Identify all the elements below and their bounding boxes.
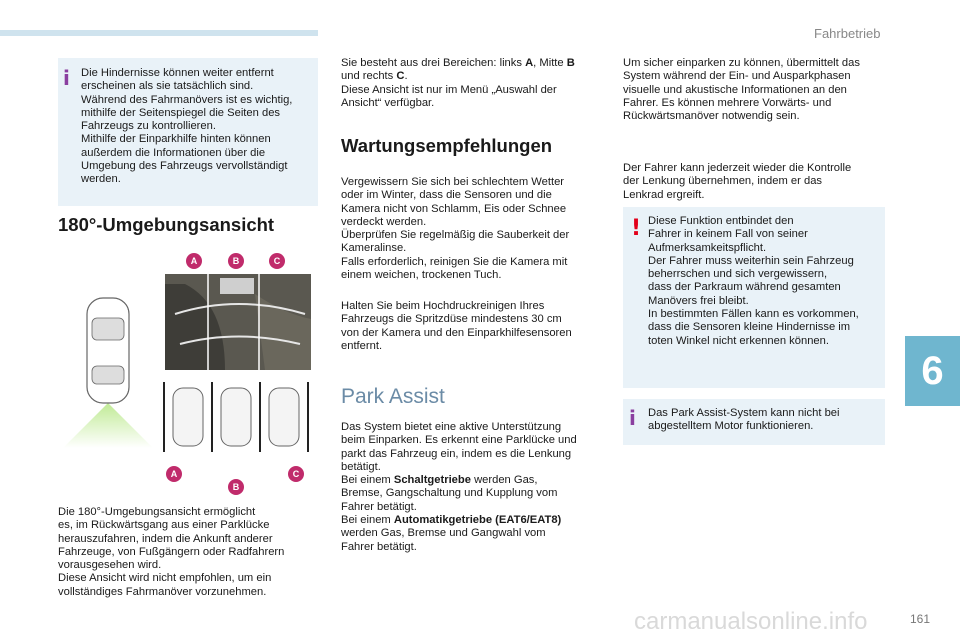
watermark: carmanualsonline.info: [634, 608, 868, 635]
info-icon: i: [63, 66, 70, 90]
chapter-tab: 6: [905, 336, 960, 406]
camera-view-graphic: [165, 274, 311, 370]
label-b-top: B: [228, 253, 244, 269]
label-a-bottom: A: [166, 466, 182, 482]
intro-part-2: , Mitte: [533, 57, 567, 69]
section-title: Fahrbetrieb: [814, 26, 881, 41]
header-bar: [0, 30, 318, 36]
label-b-bottom: B: [228, 479, 244, 495]
park-bold-1: Schaltgetriebe: [393, 474, 471, 487]
info-box: [58, 58, 318, 206]
warning-text: Diese Funktion entbindet den Fahrer in keinem Fall von seiner Aufmerksamkeitspflicht. Der Fahrer muss weiterhin sein Fahrzeug beherrschen und sich vergewissern, dass der Parkraum während gesamten Manövers frei bleibt. In bestimmten Fällen kann es vorkommen, dass die Sensoren kleine Hindernisse im toten Winkel nicht erkennen können.: [648, 215, 859, 347]
heading-180: 180°-Umgebungsansicht: [58, 214, 275, 235]
intro-rest: Diese Ansicht ist nur im Menü „Auswahl der Ansicht“ verfügbar.: [341, 83, 557, 109]
park-text-1: Das System bietet eine aktive Unterstützung beim Einparken. Es erkennt eine Parklücke und parkt das Fahrzeug ein, indem es die Lenkung betätigt. Bei einem: [341, 421, 577, 487]
text-180: Die 180°-Umgebungsansicht ermöglicht es, im Rückwärtsgang aus einer Parklücke herauszufahren, indem die Ankunft anderer Fahrzeuge, von Fußgängern oder Radfahrern vorausgesehen wird. Diese Ansicht wird nicht empfohlen, um ein vollständiges Fahrmanöver vorzunehmen.: [58, 506, 285, 598]
intro-part-4: .: [404, 70, 408, 83]
intro-c: C: [396, 70, 405, 83]
intro-a: A: [525, 57, 534, 69]
reversing-car-graphic: [58, 288, 158, 448]
parked-cars-graphic: [162, 382, 312, 452]
warning-box: [623, 207, 885, 388]
intro-text: [341, 57, 603, 110]
park-text-2: werden Gas, Bremse, Gangschaltung und Kupplung vom Fahrer betätigt. Bei einem: [341, 474, 558, 527]
intro-part-1: Sie besteht aus drei Bereichen: links: [341, 57, 526, 69]
page-number: 161: [910, 612, 931, 626]
info-icon-2: i: [629, 406, 636, 430]
camera-illustration: [58, 248, 320, 498]
label-c-bottom: C: [288, 466, 304, 482]
info-box-2: [623, 399, 885, 445]
wartung-text-1: Vergewissern Sie sich bei schlechtem Wetter oder im Winter, dass die Sensoren und die Kamera nicht von Schlamm, Eis oder Schnee verdeckt werden. Überprüfen Sie regelmäßig die Sauberkeit der Kameralinse. Falls erforderlich, reinigen Sie die Kamera mit einem weichen, trockenen Tuch.: [341, 176, 570, 282]
warning-icon: !: [631, 216, 642, 241]
col3-text-1: Um sicher einparken zu können, übermittelt das System während der Ein- und Ausparkphasen visuelle und akustische Informationen an den Fahrer. Es können mehrere Vorwärts- und Rückwärtsmanöver notwendig sein.: [623, 57, 860, 123]
intro-b: B: [566, 57, 575, 69]
heading-wartung: Wartungsempfehlungen: [341, 135, 553, 156]
heading-park-assist: Park Assist: [341, 385, 445, 408]
wartung-text-2: Halten Sie beim Hochdruckreinigen Ihres Fahrzeugs die Spritzdüse mindestens 30 cm von der Kamera und den Einparkhilfesensoren entfernt.: [341, 300, 572, 352]
info-text: Die Hindernisse können weiter entfernt erscheinen als sie tatsächlich sind. Während des Fahrmanövers ist es wichtig, mithilfe der Seitenspiegel die Seiten des Fahrzeugs zu kontrollieren. Mithilfe der Einparkhilfe hinten können außerdem die Informationen über die Umgebung des Fahrzeugs vervollständigt werden.: [81, 67, 293, 186]
col3-text-2: Der Fahrer kann jederzeit wieder die Kontrolle der Lenkung übernehmen, indem er das Lenkrad ergreift.: [623, 162, 852, 201]
info-text-2: Das Park Assist-System kann nicht bei abgestelltem Motor funktionieren.: [648, 407, 840, 433]
park-bold-2: Automatikgetriebe (EAT6/EAT8): [393, 514, 562, 527]
park-assist-text: [341, 421, 606, 554]
intro-part-3: und rechts: [341, 70, 397, 83]
park-text-3: werden Gas, Bremse und Gangwahl vom Fahrer betätigt.: [341, 527, 546, 553]
label-c-top: C: [269, 253, 285, 269]
camera-view: [165, 274, 311, 370]
label-a-top: A: [186, 253, 202, 269]
